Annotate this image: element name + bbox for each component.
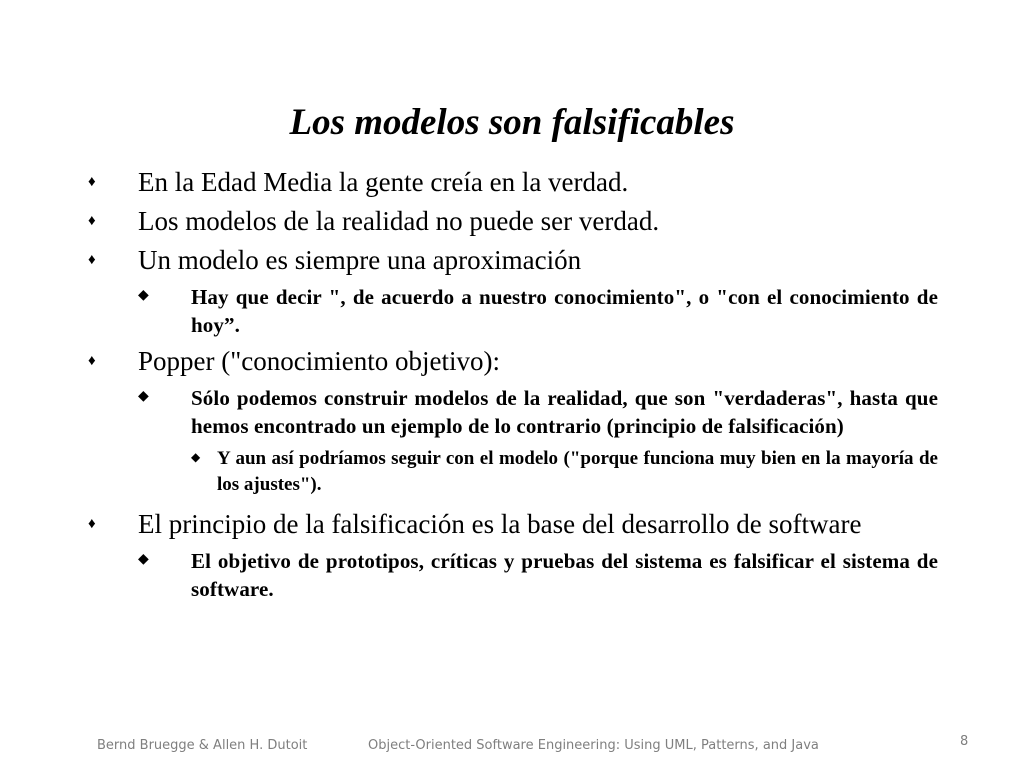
diamond-sub-bullet-icon: ◆ xyxy=(138,389,149,404)
diamond-sub-bullet-icon: ◆ xyxy=(138,552,149,567)
diamond-bullet-icon: ♦ xyxy=(88,174,96,190)
bullet-text: Popper ("conocimiento objetivo): xyxy=(138,346,500,376)
bullet-text: Un modelo es siempre una aproximación xyxy=(138,245,582,275)
sub-bullet-objetivo-prototipos xyxy=(138,547,938,603)
bullet-text: Los modelos de la realidad no puede ser verdad. xyxy=(138,206,660,236)
bullet-aproximacion xyxy=(88,244,938,276)
sub-bullet-construir-modelos xyxy=(138,384,938,440)
bullet-text: En la Edad Media la gente creía en la verdad. xyxy=(138,167,629,197)
diamond-bullet-icon: ♦ xyxy=(88,353,96,369)
bullet-principio-falsificacion xyxy=(88,508,938,540)
bullet-popper xyxy=(88,345,938,377)
sub-sub-bullet-seguir-modelo xyxy=(191,446,938,498)
slide-title: Los modelos son falsificables xyxy=(289,101,735,143)
diamond-bullet-icon: ♦ xyxy=(88,252,96,268)
bullet-edad-media xyxy=(88,166,938,198)
footer-book-title: Object-Oriented Software Engineering: Using UML, Patterns, and Java xyxy=(368,738,819,753)
page-number: 8 xyxy=(960,734,969,749)
bullet-list xyxy=(88,166,938,609)
diamond-bullet-icon: ♦ xyxy=(88,213,96,229)
diamond-sub-bullet-icon: ◆ xyxy=(138,288,149,303)
bullet-text: El principio de la falsificación es la base del desarrollo de software xyxy=(138,509,862,539)
footer-authors: Bernd Bruegge & Allen H. Dutoit xyxy=(97,738,308,753)
sub-bullet-text: El objetivo de prototipos, críticas y pruebas del sistema es falsificar el sistema de software. xyxy=(191,549,938,601)
bullet-modelos-realidad xyxy=(88,205,938,237)
sub-bullet-text: Hay que decir ", de acuerdo a nuestro conocimiento", o "con el conocimiento de hoy”. xyxy=(191,285,938,337)
sub-bullet-conocimiento xyxy=(138,283,938,339)
sub-sub-bullet-text: Y aun así podríamos seguir con el modelo ("porque funciona muy bien en la mayoría de los ajustes"). xyxy=(217,448,938,495)
sub-bullet-text: Sólo podemos construir modelos de la realidad, que son "verdaderas", hasta que hemos encontrado un ejemplo de lo contrario (principio de falsificación) xyxy=(191,386,938,438)
diamond-sub-sub-bullet-icon: ◆ xyxy=(191,450,201,464)
diamond-bullet-icon: ♦ xyxy=(88,516,96,532)
